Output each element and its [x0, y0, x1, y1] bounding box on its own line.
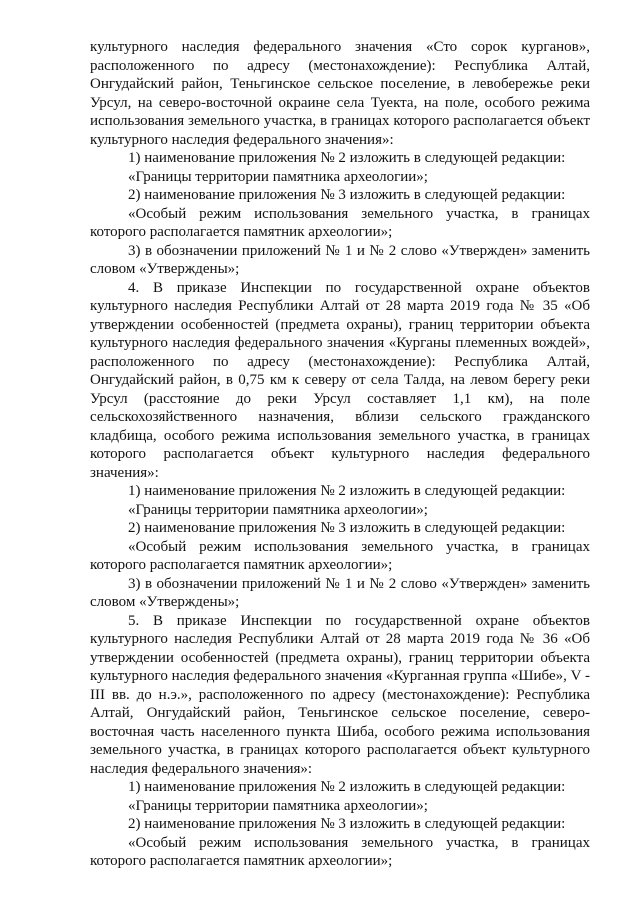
- paragraph-item-1: 1) наименование приложения № 2 изложить в следующей редакции:: [128, 483, 566, 499]
- paragraph-quote-1: «Границы территории памятника археологии»;: [128, 797, 428, 814]
- paragraph-section-4: 4. В приказе Инспекции по государственной охране объектов культурного наследия Республики Алтай от 28 марта 2019 года № 35 «Об утверждении особенностей (предмета охраны), границ территории объекта культурного наследия федерального значения «Курганы племенных вождей», расположенного по адресу (местонахождение): Республика Алтай, Онгудайский район, в 0,75 км к северу от села Талда, на левом берегу реки Урсул (расстояние до реки Урсул составляет 1,1 км), на поле сельскохозяйственного назначения, вблизи сельского гражданского кладбища, особого режима использования земельного участка, в границах которого располагается объект культурного наследия федерального значения»:: [90, 279, 590, 481]
- paragraph-item-3: 3) в обозначении приложений № 1 и № 2 слово «Утвержден» заменить словом «Утверждены»;: [90, 242, 590, 277]
- paragraph-item-1: 1) наименование приложения № 2 изложить в следующей редакции:: [128, 150, 566, 166]
- paragraph-continuation: культурного наследия федерального значения «Сто сорок курганов», расположенного по адресу (местонахождение): Республика Алтай, Онгудайский район, Теньгинское сельское поселение, в левобережье реки Урсул, на северо-восточной окраине села Туекта, на поле, особого режима использования земельного участка, в границах которого располагается объект культурного наследия федерального значения»:: [90, 39, 590, 148]
- paragraph-item-2: 2) наименование приложения № 3 изложить в следующей редакции:: [128, 520, 566, 536]
- paragraph-item-1: 1) наименование приложения № 2 изложить в следующей редакции:: [128, 779, 566, 795]
- paragraph-item-2: 2) наименование приложения № 3 изложить в следующей редакции:: [128, 816, 566, 832]
- paragraph-item-3: 3) в обозначении приложений № 1 и № 2 слово «Утвержден» заменить словом «Утверждены»;: [90, 575, 590, 610]
- document-page: [90, 38, 590, 871]
- paragraph-quote-2: «Особый режим использования земельного участка, в границах которого располагается памятник археологии»;: [90, 834, 590, 869]
- paragraph-quote-1: «Границы территории памятника археологии»;: [128, 501, 428, 518]
- paragraph-quote-1: «Границы территории памятника археологии»;: [128, 168, 428, 185]
- paragraph-section-5: 5. В приказе Инспекции по государственной охране объектов культурного наследия Республики Алтай от 28 марта 2019 года № 36 «Об утверждении особенностей (предмета охраны), границ территории объекта культурного наследия федерального значения «Курганная группа «Шибе», V - III вв. до н.э.», расположенного по адресу (местонахождение): Республика Алтай, Онгудайский район, Теньгинское сельское поселение, северо-восточная часть населенного пункта Шиба, особого режима использования земельного участка, в границах которого располагается объект культурного наследия федерального значения»:: [90, 612, 590, 777]
- paragraph-item-2: 2) наименование приложения № 3 изложить в следующей редакции:: [128, 187, 566, 203]
- paragraph-quote-2: «Особый режим использования земельного участка, в границах которого располагается памятник археологии»;: [90, 538, 590, 573]
- paragraph-quote-2: «Особый режим использования земельного участка, в границах которого располагается памятник археологии»;: [90, 205, 590, 240]
